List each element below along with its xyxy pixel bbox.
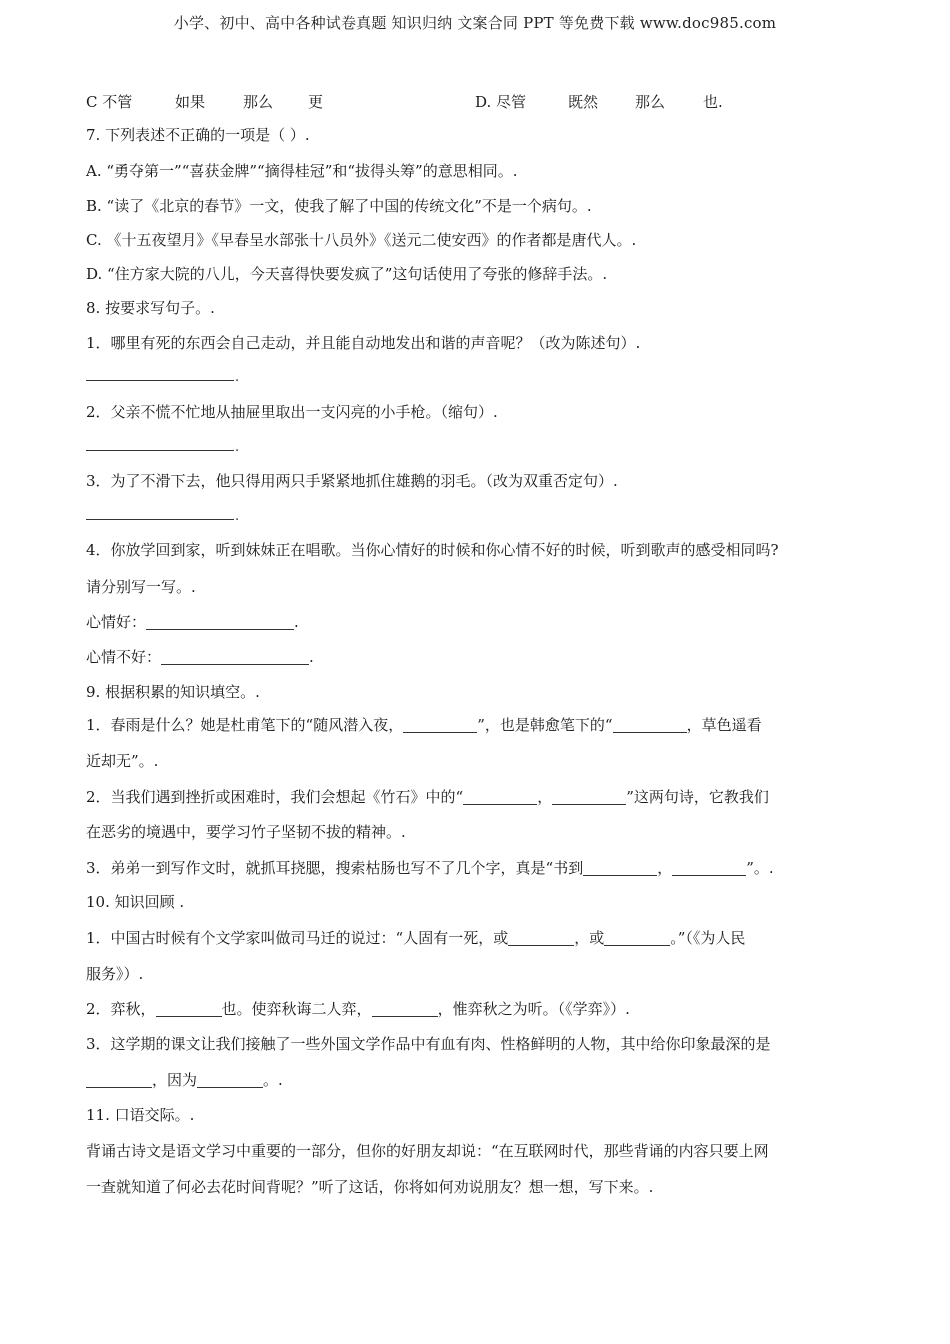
q10-p2-text-a: 2．弈秋， — [86, 1000, 156, 1018]
option-d-3: 那么 — [635, 93, 666, 111]
q9-p1-blank-2[interactable] — [613, 716, 687, 733]
q10-p3-text-c: 。. — [263, 1071, 283, 1089]
q8-item-1: 1．哪里有死的东西会自己走动，并且能自动地发出和谐的声音呢？（改为陈述句）. — [86, 334, 641, 352]
q9-p3-text-c: ”。. — [746, 859, 774, 877]
q10-p1-blank-2[interactable] — [604, 929, 670, 946]
mood-bad-label: 心情不好： — [86, 648, 162, 666]
q8-item-4-line2: 请分别写一写。. — [86, 578, 196, 596]
q9-item-3 — [86, 858, 774, 878]
q10-p3-text-b: ，因为 — [152, 1071, 198, 1089]
q10-stem: 10. 知识回顾 . — [86, 893, 185, 911]
q9-stem: 9. 根据积累的知识填空。. — [86, 683, 260, 701]
q9-p1-text-a: 1．春雨是什么？她是杜甫笔下的“随风潜入夜， — [86, 716, 404, 734]
q10-item-3-line1: 3．这学期的课文让我们接触了一些外国文学作品中有血有肉、性格鲜明的人物，其中给你印象最深的是 — [86, 1035, 771, 1053]
mood-good-dot: . — [294, 613, 299, 631]
answer-line-1[interactable] — [86, 379, 234, 381]
q9-p2-text-b: ， — [537, 788, 553, 806]
answer-line-2[interactable] — [86, 449, 234, 451]
option-c-3: 那么 — [243, 93, 274, 111]
q9-item-2-line1 — [86, 787, 769, 807]
q9-item-1-line1 — [86, 715, 762, 735]
mood-good-label: 心情好： — [86, 613, 147, 631]
q9-p1-text-b: ”，也是韩愈笔下的“ — [477, 716, 613, 734]
q9-p3-text-b: ， — [657, 859, 673, 877]
answer-line-3[interactable] — [86, 518, 234, 520]
page-header: 小学、初中、高中各种试卷真题 知识归纳 文案合同 PPT 等免费下载 www.doc985.com — [173, 14, 777, 32]
option-c-2: 如果 — [175, 93, 206, 111]
answer-line-1-dot: . — [235, 370, 240, 385]
q10-p1-blank-1[interactable] — [508, 929, 574, 946]
q7-option-d: D. “住方家大院的八儿，今天喜得快要发疯了”这句话使用了夸张的修辞手法。. — [86, 265, 608, 283]
mood-good-row — [86, 612, 299, 632]
q7-option-c: C. 《十五夜望月》《早春呈水部张十八员外》《送元二使安西》的作者都是唐代人。. — [86, 231, 637, 249]
q9-p2-blank-1[interactable] — [463, 788, 537, 805]
answer-line-3-dot: . — [235, 509, 240, 524]
q10-item-1-line1 — [86, 928, 745, 948]
answer-line-2-dot: . — [235, 440, 240, 455]
q11-para-line1: 背诵古诗文是语文学习中重要的一部分，但你的好朋友却说：“在互联网时代，那些背诵的内容只要上网 — [86, 1142, 769, 1160]
q10-p1-text-a: 1．中国古时候有个文学家叫做司马迁的说过：“人固有一死，或 — [86, 929, 509, 947]
q10-p1-text-c: 。”（《为人民 — [670, 929, 746, 947]
q10-p2-blank-2[interactable] — [372, 1000, 438, 1017]
q10-p3-blank-1[interactable] — [86, 1071, 152, 1088]
q11-stem: 11. 口语交际。. — [86, 1106, 195, 1124]
q10-p3-blank-2[interactable] — [197, 1071, 263, 1088]
q10-p2-text-b: 也。使弈秋诲二人弈， — [221, 1000, 372, 1018]
option-d-4: 也. — [703, 93, 723, 111]
mood-bad-dot: . — [309, 648, 314, 666]
option-d-2: 既然 — [568, 93, 599, 111]
q9-p3-blank-1[interactable] — [583, 859, 657, 876]
q9-p3-blank-2[interactable] — [672, 859, 746, 876]
mood-bad-row — [86, 647, 314, 667]
q7-option-a: A. “勇夺第一”“喜获金牌”“摘得桂冠”和“拔得头筹”的意思相同。. — [86, 162, 518, 180]
q11-para-line2: 一查就知道了何必去花时间背呢？”听了这话，你将如何劝说朋友？想一想，写下来。. — [86, 1178, 654, 1196]
q9-item-1-line2: 近却无”。. — [86, 752, 159, 770]
q7-stem: 7. 下列表述不正确的一项是（ ）. — [86, 126, 310, 144]
q8-item-4-line1: 4．你放学回到家，听到妹妹正在唱歌。当你心情好的时候和你心情不好的时候，听到歌声的感受相同吗? — [86, 541, 779, 559]
q8-item-2: 2．父亲不慌不忙地从抽屉里取出一支闪亮的小手枪。（缩句）. — [86, 403, 498, 421]
q10-p2-blank-1[interactable] — [156, 1000, 222, 1017]
q10-item-1-line2: 服务》）. — [86, 965, 144, 983]
option-d-1: D. 尽管 — [475, 93, 527, 111]
q9-p2-text-a: 2．当我们遇到挫折或困难时，我们会想起《竹石》中的“ — [86, 788, 464, 806]
mood-good-blank[interactable] — [146, 613, 294, 630]
q9-p2-blank-2[interactable] — [552, 788, 626, 805]
q8-item-3: 3．为了不滑下去，他只得用两只手紧紧地抓住雄鹅的羽毛。（改为双重否定句）. — [86, 472, 618, 490]
q9-item-2-line2: 在恶劣的境遇中，要学习竹子坚韧不拔的精神。. — [86, 823, 406, 841]
q9-p2-text-c: ”这两句诗，它教我们 — [626, 788, 769, 806]
q9-p1-text-c: ，草色遥看 — [686, 716, 762, 734]
mood-bad-blank[interactable] — [161, 648, 309, 665]
q9-p1-blank-1[interactable] — [403, 716, 477, 733]
option-c-1: C 不管 — [86, 93, 133, 111]
q10-item-2 — [86, 999, 630, 1019]
q7-option-b: B. “读了《北京的春节》一文，使我了解了中国的传统文化”不是一个病句。. — [86, 197, 592, 215]
option-c-4: 更 — [308, 93, 324, 111]
q10-p2-text-c: ，惟弈秋之为听。（《学弈》）. — [437, 1000, 630, 1018]
q9-p3-text-a: 3．弟弟一到写作文时，就抓耳挠腮，搜索枯肠也写不了几个字，真是“书到 — [86, 859, 584, 877]
q8-stem: 8. 按要求写句子。. — [86, 299, 215, 317]
q10-item-3-line2 — [86, 1070, 283, 1090]
q10-p1-text-b: ，或 — [574, 929, 605, 947]
